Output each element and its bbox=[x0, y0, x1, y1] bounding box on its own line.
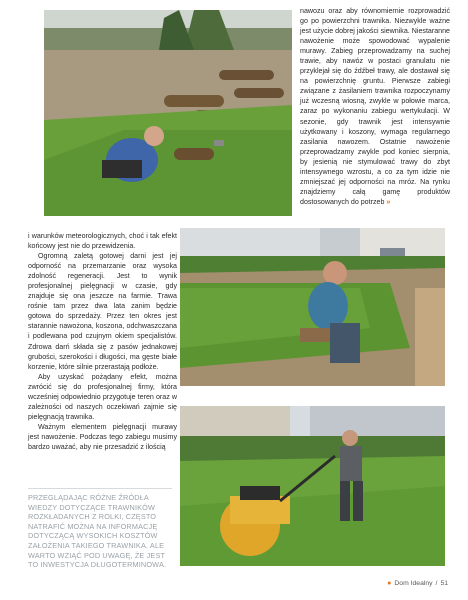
article-right-column bbox=[300, 6, 450, 207]
article-paragraph: nawozu oraz aby równomiernie rozprowadzić go po powierzchni trawnika. Niezwykle ważne jest użycie dobrej jakości siewnika. Niestaranne nawożenie może spowodować wypalenie murawy. Zabieg przeprowadzamy na suchej trawie, aby nawóz w postaci granulatu nie przyklejał się do źdźbeł trawy, ale dostawał się na powierzchnię gruntu. Pierwsze zabiegi związane z żasilaniem trawnika rozpoczynamy już wczesną wiosną, zwykle w połowie marca, zaraz po wykonaniu zabiegu wertykulacji. W sezonie, gdy trawnik jest intensywnie użytkowany i koszony, wymaga regularnego zasilania nawozem. Ostatnie nawożenie przeprowadzamy zwykle pod koniec sierpnia, by jesienią nie stymulować trawy do zbyt intensywnego wzrostu, a co za tym idzie nie zmniejszać jej odporności na mróz. Na rynku znajdziemy całą gamę produktów dostosowanych do potrzeb bbox=[300, 7, 450, 206]
article-left-column bbox=[28, 231, 177, 452]
footer-bullet-icon: ● bbox=[387, 580, 392, 587]
article-paragraph: Ważnym elementem pielęgnacji murawy jest nawożenie. Podczas tego zabiegu musimy bardzo uważać, aby nie przesadzić z ilością bbox=[28, 422, 177, 451]
article-paragraph: i warunków meteorologicznych, choć i tak efekt końcowy jest nie do przewidzenia. bbox=[28, 232, 177, 251]
footer-separator: / bbox=[435, 580, 438, 587]
photo-lawn-roller bbox=[180, 406, 445, 566]
photo-laying-turf-house bbox=[180, 228, 445, 386]
article-paragraph: Ogromną zaletą gotowej darni jest jej odporność na przemarzanie oraz wysoka zdolność regeneracji. Jest to wynik profesjonalnej pielęgnacji w czasie, gdy znajduje się ona jeszcze na farmie. Trawa rośnie tam przez dwa lata zanim będzie gotowa do sprzedaży. Przez ten okres jest starannie nawożona, koszona, odchwaszczana i podlewana pod czujnym okiem specjalistów. Zdrowa darń składa się z pasów jednakowej grubości, szerokości i długości, ma gęste białe korzenie, które silnie przerastają podłoże. bbox=[28, 252, 177, 371]
page-number: 51 bbox=[440, 580, 448, 587]
continue-arrow: » bbox=[386, 197, 391, 206]
pull-quote: PRZEGLĄDAJĄC RÓŻNE ŹRÓDŁA WIEDZY DOTYCZĄCE TRAWNIKÓW ROZKŁADANYCH Z ROLKI, CZĘSTO NATRAFIĆ MOŻNA NA INFORMACJĘ DOTYCZĄCĄ WYSOKICH KOSZTÓW ZAŁOŻENIA TAKIEGO TRAWNIKA. ALE WARTO WZIĄĆ POD UWAGĘ, ŻE JEST TO INWESTYCJA DŁUGOTERMINOWA. bbox=[28, 493, 167, 570]
photo-laying-turf-rolls bbox=[44, 10, 292, 216]
pull-quote-divider bbox=[28, 488, 172, 489]
magazine-name: Dom Idealny bbox=[394, 580, 433, 587]
page-footer bbox=[387, 580, 448, 587]
article-paragraph: Aby uzyskać pożądany efekt, można zwrócić się do profesjonalnej firmy, która wcześniej odpowiednio przygotuje teren oraz w zależności od naszych oczekiwań zajmie się pielęgnacją trawnika. bbox=[28, 372, 177, 421]
